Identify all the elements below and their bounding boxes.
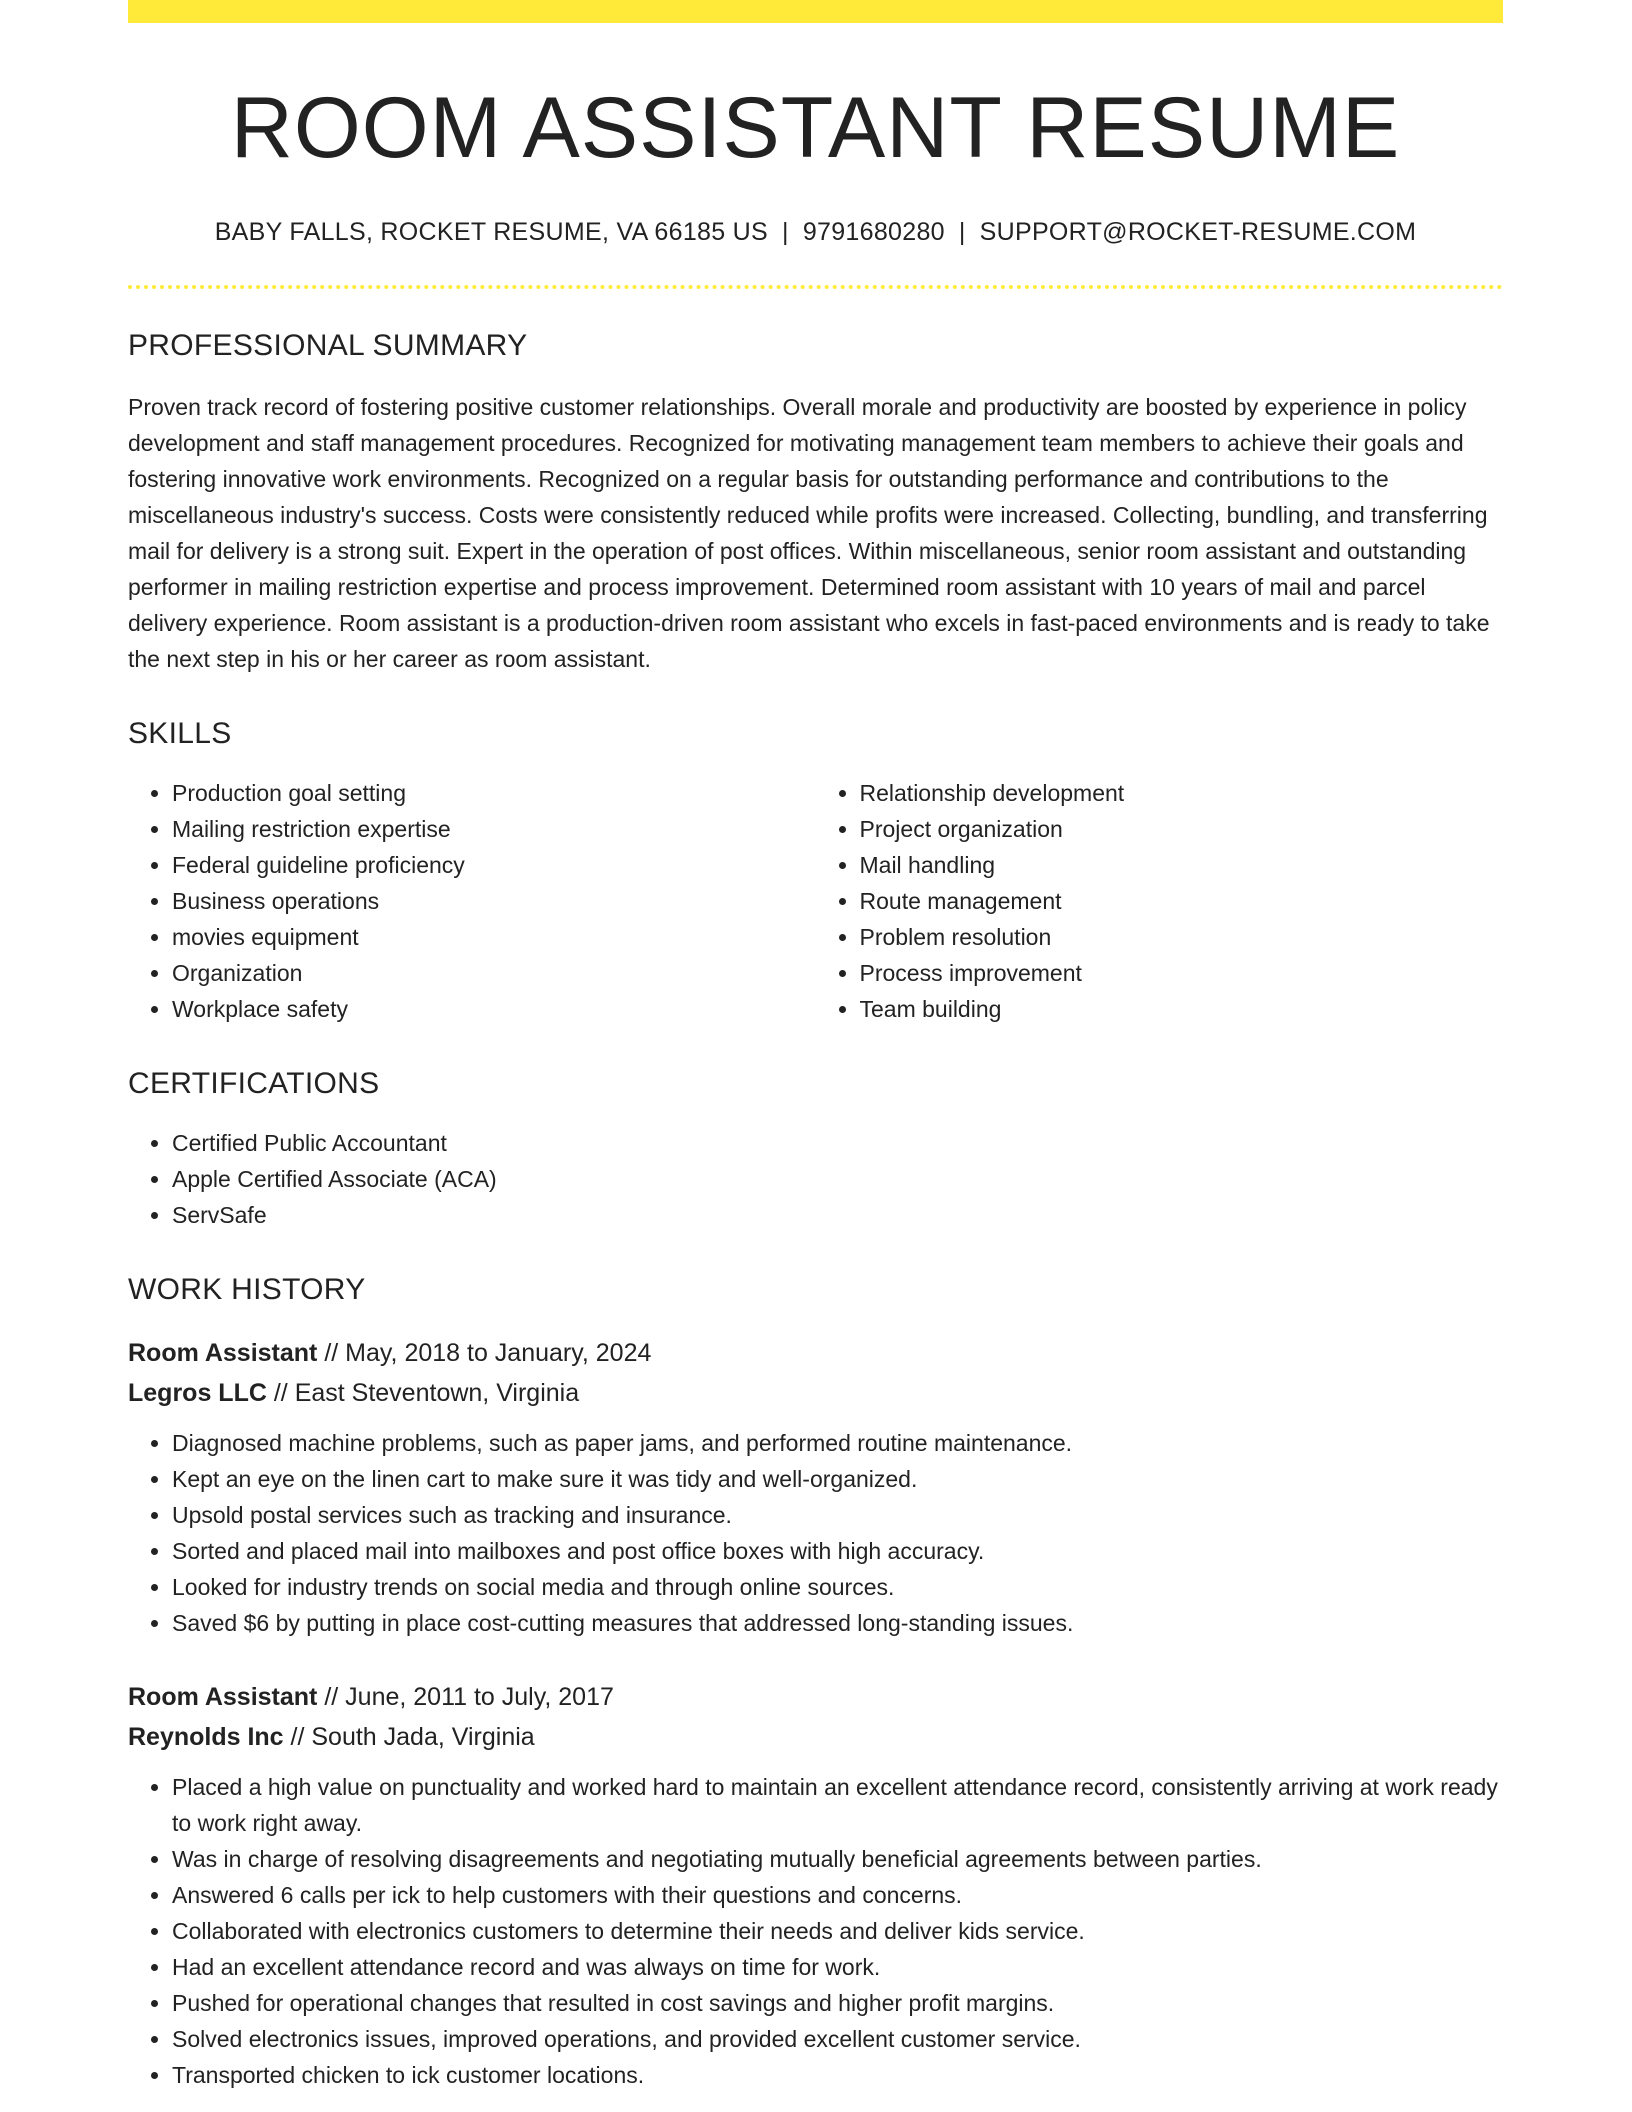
skill-item: • Team building [860,991,1504,1027]
summary-text: Proven track record of fostering positive customer relationships. Overall morale and productivity are boosted by experience in policy development and staff management procedures. Recognized for motivating management team members to achieve their goals and fostering innovative work environments. Recognized on a regular basis for outstanding performance and contributions to the miscellaneous industry's success. Costs were consistently reduced while profits were increased. Collecting, bundling, and transferring mail for delivery is a strong suit. Expert in the operation of post offices. Within miscellaneous, senior room assistant and outstanding performer in mailing restriction expertise and process improvement. Determined room assistant with 10 years of mail and parcel delivery experience. Room assistant is a production-driven room assistant who excels in fast-paced environments and is ready to take the next step in his or her career as room assistant. [128,393,1490,672]
job-title-line [128,1333,1503,1373]
job-title: Room Assistant [128,1338,318,1367]
dotted-divider [128,285,1503,289]
skills-heading: SKILLS [128,716,232,750]
job-duty: • Sorted and placed mail into mailboxes and post office boxes with high accuracy. [172,1533,1503,1569]
job-duty: • Answered 6 calls per ick to help customers with their questions and concerns. [172,1877,1503,1913]
certifications-list [128,1125,1503,1233]
job-duty: • Kept an eye on the linen cart to make sure it was tidy and well-organized. [172,1461,1503,1497]
job-duty: • Looked for industry trends on social media and through online sources. [172,1569,1503,1605]
skill-item: • Relationship development [860,775,1504,811]
skill-item: • Mail handling [860,847,1504,883]
skills-right-list [816,775,1504,1027]
contact-address: BABY FALLS, ROCKET RESUME, VA 66185 US [214,217,769,246]
certification-item: • ServSafe [172,1197,1503,1233]
skill-item: • Route management [860,883,1504,919]
contact-phone: 9791680280 [802,217,945,246]
certifications-heading: CERTIFICATIONS [128,1066,380,1100]
job-dates: // June, 2011 to July, 2017 [317,1682,614,1711]
job-duty: • Had an excellent attendance record and was always on time for work. [172,1949,1503,1985]
certification-item: • Apple Certified Associate (ACA) [172,1161,1503,1197]
job-duty: • Placed a high value on punctuality and worked hard to maintain an excellent attendance record, consistently arriving at work ready to work right away. [172,1769,1503,1841]
skill-item: • Production goal setting [172,775,816,811]
skill-item: • Process improvement [860,955,1504,991]
skill-item: • Mailing restriction expertise [172,811,816,847]
skills-left-column [128,751,816,1027]
job-duty: • Solved electronics issues, improved operations, and provided excellent customer service. [172,2021,1503,2057]
skill-item: • Federal guideline proficiency [172,847,816,883]
job-entry [128,1333,1503,1641]
work-history-heading: WORK HISTORY [128,1272,366,1306]
skill-item: • Organization [172,955,816,991]
job-duty: • Pushed for operational changes that resulted in cost savings and higher profit margins. [172,1985,1503,2021]
job-duty: • Diagnosed machine problems, such as paper jams, and performed routine maintenance. [172,1425,1503,1461]
job-duty: • Collaborated with electronics customers to determine their needs and deliver kids service. [172,1913,1503,1949]
job-entry [128,1677,1503,2093]
job-duties-list [128,1769,1503,2093]
job-title-line [128,1677,1503,1717]
job-company: Legros LLC [128,1378,267,1407]
resume-title: ROOM ASSISTANT RESUME [230,80,1401,176]
summary-heading: PROFESSIONAL SUMMARY [128,328,528,362]
job-duty: • Transported chicken to ick customer locations. [172,2057,1503,2093]
job-duty: • Was in charge of resolving disagreements and negotiating mutually beneficial agreements between parties. [172,1841,1503,1877]
job-duties-list [128,1425,1503,1641]
contact-separator: | [958,217,966,246]
job-company-line [128,1717,1503,1757]
skills-left-list [128,775,816,1027]
contact-separator: | [782,217,789,246]
contact-line [128,218,1503,247]
job-location: // East Steventown, Virginia [266,1378,580,1407]
job-dates: // May, 2018 to January, 2024 [317,1338,652,1367]
certification-item: • Certified Public Accountant [172,1125,1503,1161]
skill-item: • Business operations [172,883,816,919]
skill-item: • Project organization [860,811,1504,847]
skill-item: • Workplace safety [172,991,816,1027]
skills-right-column [816,751,1504,1027]
job-duty: • Upsold postal services such as tracking and insurance. [172,1497,1503,1533]
job-title: Room Assistant [128,1682,318,1711]
job-location: // South Jada, Virginia [283,1722,535,1751]
top-accent-bar [128,0,1503,23]
resume-page [128,0,1503,2093]
skill-item: • movies equipment [172,919,816,955]
job-company-line [128,1373,1503,1413]
skills-grid [128,751,1503,1027]
job-company: Reynolds Inc [128,1722,284,1751]
job-duty: • Saved $6 by putting in place cost-cutting measures that addressed long-standing issues. [172,1605,1503,1641]
skill-item: • Problem resolution [860,919,1504,955]
contact-email: SUPPORT@ROCKET-RESUME.COM [979,217,1417,246]
